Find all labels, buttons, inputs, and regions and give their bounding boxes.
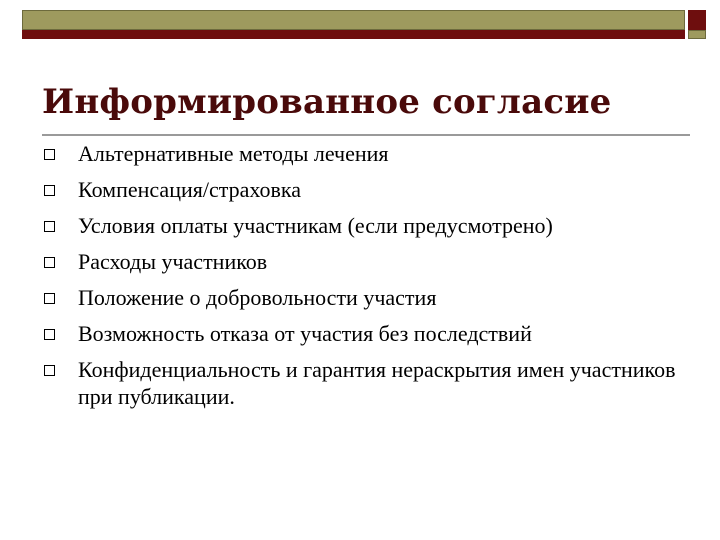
hollow-square-icon xyxy=(44,221,55,232)
bullet-item xyxy=(44,140,704,167)
bullet-text: Конфиденциальность и гарантия нераскрытия имен участников при публикации. xyxy=(78,357,676,409)
bullet-text: Расходы участников xyxy=(78,249,268,274)
bullet-text: Альтернативные методы лечения xyxy=(78,141,389,166)
bullet-text: Положение о добровольности участия xyxy=(78,285,437,310)
header-olive-bar xyxy=(22,10,685,30)
bullet-text: Возможность отказа от участия без последствий xyxy=(78,321,532,346)
bullet-item xyxy=(44,176,704,203)
hollow-square-icon xyxy=(44,365,55,376)
hollow-square-icon xyxy=(44,149,55,160)
bullet-text: Компенсация/страховка xyxy=(78,177,302,202)
slide-title: Информированное согласие xyxy=(42,82,612,122)
header-maroon-bar xyxy=(22,30,685,39)
hollow-square-icon xyxy=(44,185,55,196)
title-divider xyxy=(42,134,690,136)
hollow-square-icon xyxy=(44,257,55,268)
header-corner-square-maroon xyxy=(688,10,706,30)
bullet-item xyxy=(44,320,704,347)
hollow-square-icon xyxy=(44,329,55,340)
bullet-item xyxy=(44,212,704,239)
header-corner-square-olive xyxy=(688,30,706,39)
bullet-item xyxy=(44,248,704,275)
bullet-item xyxy=(44,356,704,410)
bullet-text: Условия оплаты участникам (если предусмотрено) xyxy=(78,213,553,238)
bullet-item xyxy=(44,284,704,311)
bullet-list xyxy=(44,140,704,419)
hollow-square-icon xyxy=(44,293,55,304)
